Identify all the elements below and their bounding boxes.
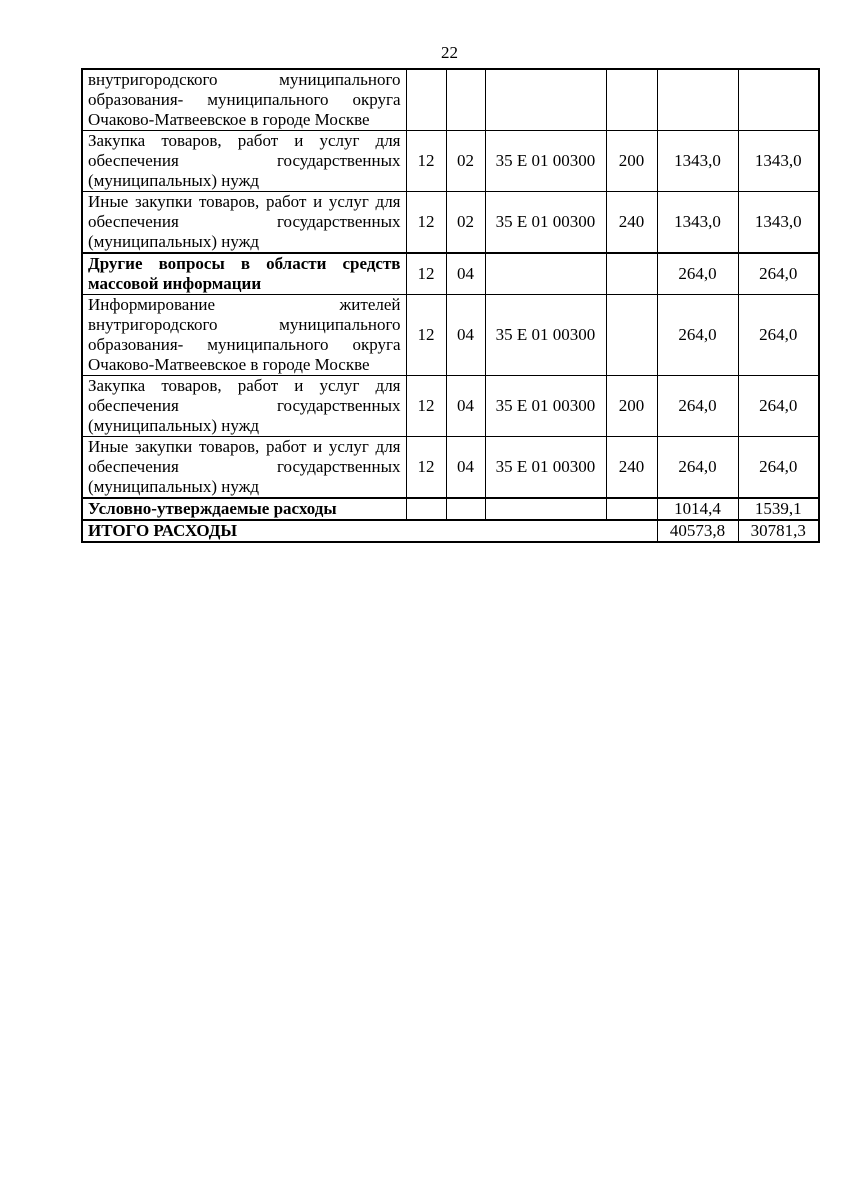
vr-cell: 240	[606, 437, 657, 499]
name-cell: Иные закупки товаров, работ и услуг для обеспечения государственных (муниципальных) нужд	[82, 437, 406, 499]
vr-cell	[606, 253, 657, 295]
table-row-section-header	[82, 253, 819, 295]
table-row	[82, 437, 819, 499]
pr-cell: 04	[446, 437, 485, 499]
total-label-cell: ИТОГО РАСХОДЫ	[82, 520, 657, 542]
amount1-cell: 1343,0	[657, 192, 738, 254]
amount1-cell: 40573,8	[657, 520, 738, 542]
rz-cell	[406, 498, 446, 520]
amount2-cell: 264,0	[738, 253, 819, 295]
table-row	[82, 131, 819, 192]
pr-cell: 04	[446, 376, 485, 437]
amount2-cell: 1343,0	[738, 192, 819, 254]
amount1-cell: 264,0	[657, 376, 738, 437]
amount2-cell	[738, 69, 819, 131]
table-row-total	[82, 520, 819, 542]
table-row-continuation	[82, 69, 819, 131]
vr-cell	[606, 69, 657, 131]
rz-cell: 12	[406, 295, 446, 376]
vr-cell: 240	[606, 192, 657, 254]
vr-cell	[606, 295, 657, 376]
rz-cell: 12	[406, 192, 446, 254]
table-row	[82, 192, 819, 254]
amount2-cell: 1539,1	[738, 498, 819, 520]
page-number: 22	[441, 43, 458, 62]
name-cell: Информирование жителей внутригородского муниципального образования- муниципального округа Очаково-Матвеевское в городе Москве	[82, 295, 406, 376]
amount2-cell: 264,0	[738, 376, 819, 437]
budget-expenses-table	[81, 68, 820, 543]
amount2-cell: 264,0	[738, 295, 819, 376]
vr-cell	[606, 498, 657, 520]
name-cell: Закупка товаров, работ и услуг для обеспечения государственных (муниципальных) нужд	[82, 376, 406, 437]
csr-cell	[485, 253, 606, 295]
pr-cell: 04	[446, 253, 485, 295]
amount1-cell: 1014,4	[657, 498, 738, 520]
csr-cell: 35 Е 01 00300	[485, 437, 606, 499]
amount1-cell: 264,0	[657, 295, 738, 376]
amount1-cell: 1343,0	[657, 131, 738, 192]
csr-cell: 35 Е 01 00300	[485, 376, 606, 437]
pr-cell: 04	[446, 295, 485, 376]
name-cell: Другие вопросы в области средств массовой информации	[82, 253, 406, 295]
table-row	[82, 376, 819, 437]
name-cell: внутригородского муниципального образования- муниципального округа Очаково-Матвеевское в городе Москве	[82, 69, 406, 131]
rz-cell: 12	[406, 376, 446, 437]
table-row-conditional-expenses	[82, 498, 819, 520]
vr-cell: 200	[606, 131, 657, 192]
amount1-cell	[657, 69, 738, 131]
csr-cell: 35 Е 01 00300	[485, 295, 606, 376]
pr-cell: 02	[446, 131, 485, 192]
rz-cell	[406, 69, 446, 131]
amount2-cell: 30781,3	[738, 520, 819, 542]
csr-cell	[485, 498, 606, 520]
name-cell: Условно-утверждаемые расходы	[82, 498, 406, 520]
name-cell: Закупка товаров, работ и услуг для обеспечения государственных (муниципальных) нужд	[82, 131, 406, 192]
vr-cell: 200	[606, 376, 657, 437]
csr-cell: 35 Е 01 00300	[485, 192, 606, 254]
pr-cell	[446, 498, 485, 520]
name-cell: Иные закупки товаров, работ и услуг для обеспечения государственных (муниципальных) нужд	[82, 192, 406, 254]
amount2-cell: 1343,0	[738, 131, 819, 192]
csr-cell: 35 Е 01 00300	[485, 131, 606, 192]
amount1-cell: 264,0	[657, 253, 738, 295]
amount1-cell: 264,0	[657, 437, 738, 499]
table-row	[82, 295, 819, 376]
rz-cell: 12	[406, 131, 446, 192]
pr-cell	[446, 69, 485, 131]
rz-cell: 12	[406, 437, 446, 499]
pr-cell: 02	[446, 192, 485, 254]
csr-cell	[485, 69, 606, 131]
rz-cell: 12	[406, 253, 446, 295]
amount2-cell: 264,0	[738, 437, 819, 499]
